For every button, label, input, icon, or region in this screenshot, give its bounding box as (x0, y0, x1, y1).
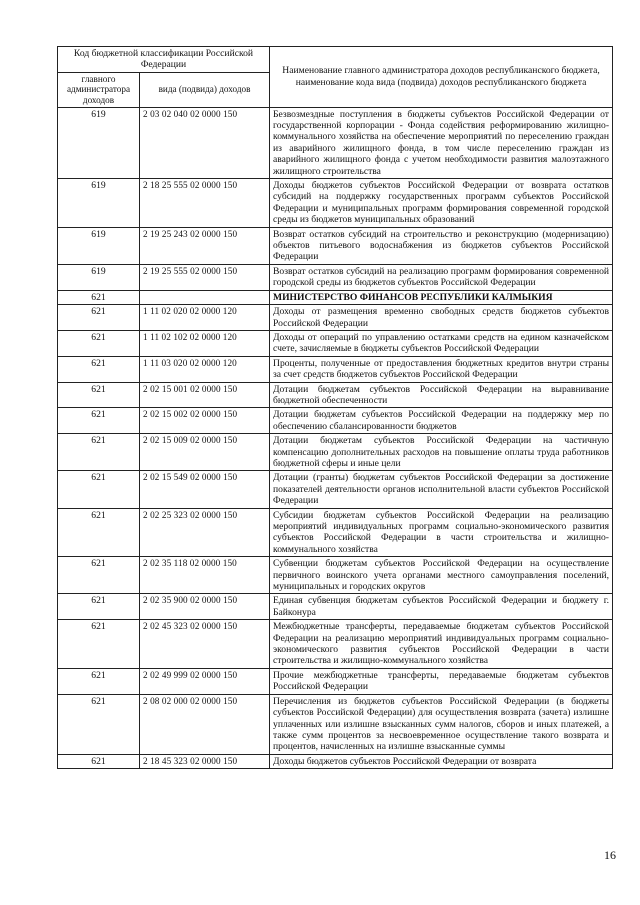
table-row (58, 107, 613, 178)
row-income-name: Доходы бюджетов субъектов Российской Федерации от возврата остатков субсидий на поддержку государственных программ субъектов Российской Федерации и муниципальных программ формирования современной городской среды из бюджетов муниципальных образований (270, 179, 613, 228)
row-income-code: 2 18 25 555 02 0000 150 (140, 179, 270, 228)
table-body (58, 107, 613, 769)
table-row (58, 471, 613, 508)
table-row (58, 754, 613, 768)
row-admin-code: 621 (58, 694, 140, 754)
row-income-name: Дотации бюджетам субъектов Российской Федерации на поддержку мер по обеспечению сбалансированности бюджетов (270, 408, 613, 434)
table-row (58, 594, 613, 620)
row-admin-code: 621 (58, 434, 140, 471)
row-income-name: Прочие межбюджетные трансферты, передаваемые бюджетам субъектов Российской Федерации (270, 668, 613, 694)
table-row (58, 557, 613, 594)
row-income-code: 2 08 02 000 02 0000 150 (140, 694, 270, 754)
row-income-code: 1 11 03 020 02 0000 120 (140, 356, 270, 382)
table-row (58, 227, 613, 264)
row-admin-code: 621 (58, 382, 140, 408)
table-row (58, 668, 613, 694)
header-col-name: Наименование главного администратора доходов республиканского бюджета, наименование кода вида (подвида) доходов республиканского бюджета (270, 47, 613, 108)
row-income-name: Безвозмездные поступления в бюджеты субъектов Российской Федерации от государственной корпорации - Фонда содействия реформированию жилищно-коммунального хозяйства на обеспечение мероприятий по переселению граждан из аварийного жилищного фонда, в том числе переселению граждан из аварийного жилищного фонда с учетом необходимости развития малоэтажного жилищного строительства (270, 107, 613, 178)
row-income-name: Перечисления из бюджетов субъектов Российской Федерации (в бюджеты субъектов Российской Федерации) для осуществления возврата (зачета) излишне уплаченных или излишне взысканных сумм налогов, сборов и иных платежей, а также сумм процентов за несвоевременное осуществление такого возврата и процентов, начисленных на излишне взысканные суммы (270, 694, 613, 754)
row-income-name: Доходы от операций по управлению остатками средств на едином казначейском счете, зачисляемые в бюджеты субъектов Российской Федерации (270, 330, 613, 356)
table-row (58, 382, 613, 408)
row-admin-code: 621 (58, 620, 140, 669)
row-admin-code: 621 (58, 356, 140, 382)
row-income-code: 1 11 02 102 02 0000 120 (140, 330, 270, 356)
row-income-code: 2 18 45 323 02 0000 150 (140, 754, 270, 768)
table-row (58, 620, 613, 669)
row-income-code: 1 11 02 020 02 0000 120 (140, 305, 270, 331)
row-admin-code: 621 (58, 557, 140, 594)
row-admin-code: 621 (58, 594, 140, 620)
row-income-code: 2 02 25 323 02 0000 150 (140, 508, 270, 557)
row-admin-code: 621 (58, 330, 140, 356)
row-income-name: Доходы от размещения временно свободных средств бюджетов субъектов Российской Федерации (270, 305, 613, 331)
row-admin-code: 619 (58, 264, 140, 290)
table-row (58, 179, 613, 228)
page-number: 16 (604, 848, 616, 862)
row-income-name: Возврат остатков субсидий на строительство и реконструкцию (модернизацию) объектов питьевого водоснабжения из бюджетов субъектов Российской Федерации (270, 227, 613, 264)
row-admin-code: 621 (58, 408, 140, 434)
table-row (58, 264, 613, 290)
row-income-name: Возврат остатков субсидий на реализацию программ формирования современной городской среды из бюджетов субъектов Российской Федерации (270, 264, 613, 290)
table-row (58, 434, 613, 471)
row-income-code: 2 19 25 555 02 0000 150 (140, 264, 270, 290)
row-income-code: 2 02 15 009 02 0000 150 (140, 434, 270, 471)
row-income-code (140, 290, 270, 304)
row-income-name: Дотации (гранты) бюджетам субъектов Российской Федерации за достижение показателей деятельности органов исполнительной власти субъектов Российской Федерации (270, 471, 613, 508)
table-row (58, 508, 613, 557)
table-row (58, 356, 613, 382)
row-income-code: 2 03 02 040 02 0000 150 (140, 107, 270, 178)
row-admin-code: 621 (58, 471, 140, 508)
row-income-code: 2 02 15 549 02 0000 150 (140, 471, 270, 508)
row-income-name: Доходы бюджетов субъектов Российской Федерации от возврата (270, 754, 613, 768)
row-admin-code: 621 (58, 668, 140, 694)
table-header-row (58, 47, 613, 73)
row-income-name: Дотации бюджетам субъектов Российской Федерации на выравнивание бюджетной обеспеченности (270, 382, 613, 408)
row-income-name: Проценты, полученные от предоставления бюджетных кредитов внутри страны за счет средств бюджетов субъектов Российской Федерации (270, 356, 613, 382)
row-income-code: 2 02 35 900 02 0000 150 (140, 594, 270, 620)
row-income-name: Субвенции бюджетам субъектов Российской Федерации на осуществление первичного воинского учета органами местного самоуправления поселений, муниципальных и городских округов (270, 557, 613, 594)
row-income-code: 2 02 49 999 02 0000 150 (140, 668, 270, 694)
table-row (58, 305, 613, 331)
table-row (58, 408, 613, 434)
row-admin-code: 621 (58, 508, 140, 557)
header-col-admin: главного администратора доходов (58, 72, 140, 107)
table-row (58, 330, 613, 356)
row-admin-code: 621 (58, 290, 140, 304)
table-row (58, 290, 613, 304)
row-income-code: 2 02 45 323 02 0000 150 (140, 620, 270, 669)
row-income-code: 2 02 15 001 02 0000 150 (140, 382, 270, 408)
row-income-name: Дотации бюджетам субъектов Российской Федерации на частичную компенсацию дополнительных расходов на повышение оплаты труда работников бюджетной сферы и иные цели (270, 434, 613, 471)
row-admin-code: 619 (58, 227, 140, 264)
row-income-name: Субсидии бюджетам субъектов Российской Федерации на реализацию мероприятий индивидуальных программ социально-экономического развития субъектов Российской Федерации в части строительства и жилищно-коммунального хозяйства (270, 508, 613, 557)
row-income-code: 2 02 15 002 02 0000 150 (140, 408, 270, 434)
row-income-code: 2 19 25 243 02 0000 150 (140, 227, 270, 264)
row-admin-code: 619 (58, 107, 140, 178)
row-income-name: МИНИСТЕРСТВО ФИНАНСОВ РЕСПУБЛИКИ КАЛМЫКИЯ (270, 290, 613, 304)
row-income-name: Межбюджетные трансферты, передаваемые бюджетам субъектов Российской Федерации на реализацию мероприятий индивидуальных программ социально-экономического развития субъектов Российской Федерации в части строительства и жилищно-коммунального хозяйства (270, 620, 613, 669)
header-group-title: Код бюджетной классификации Российской Федерации (58, 47, 270, 73)
row-admin-code: 621 (58, 305, 140, 331)
table-row (58, 694, 613, 754)
row-income-name: Единая субвенция бюджетам субъектов Российской Федерации и бюджету г. Байконура (270, 594, 613, 620)
row-admin-code: 621 (58, 754, 140, 768)
header-col-kind: вида (подвида) доходов (140, 72, 270, 107)
row-admin-code: 619 (58, 179, 140, 228)
row-income-code: 2 02 35 118 02 0000 150 (140, 557, 270, 594)
budget-classification-table (57, 46, 613, 769)
